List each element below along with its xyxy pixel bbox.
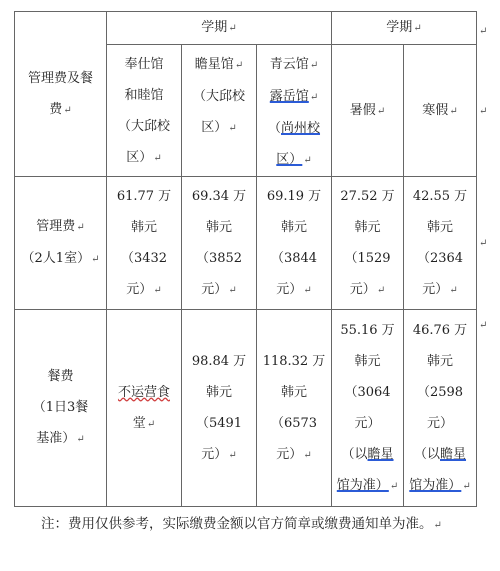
mgmt-row [15, 177, 477, 310]
mgmt-unit: 韩元 [205, 220, 232, 235]
meal-note-suffix: 馆为准） [409, 477, 462, 493]
col-zhanxing-line1: 瞻星馆 [194, 57, 234, 72]
mgmt-amount: 61.77 万 [116, 189, 172, 204]
col-summer-label: 暑假 [349, 102, 376, 118]
mgmt-cell-summer: 27.52 万 韩元 （1529 元）↵ [332, 177, 404, 310]
mgmt-unit: 韩元 [130, 220, 157, 235]
meal-note-hall: 瞻星 [367, 446, 394, 462]
mgmt-amount: 69.19 万 [266, 189, 322, 204]
mgmt-rmb: （3852 [195, 251, 243, 266]
meal-unit: 韩元 [205, 384, 232, 400]
meal-amount: 46.76 万 [412, 322, 468, 338]
meal-rmb: （6573 [270, 415, 318, 431]
col-fengshi-line1: 奉仕馆 [124, 57, 164, 72]
mgmt-rmb-unit: 元） [126, 282, 153, 297]
meal-note-hall: 瞻星 [440, 446, 467, 462]
meal-unit: 韩元 [426, 353, 453, 369]
meal-amount: 55.16 万 [340, 322, 395, 338]
mgmt-amount: 27.52 万 [340, 189, 395, 204]
meal-label-cell: 餐费 （1日3餐 基准）↵ [15, 310, 107, 507]
col-fengshi-line3: （大邱校 [117, 119, 170, 134]
col-zhanxing: 瞻星馆↵ （大邱校 区）↵ [182, 45, 257, 177]
col-fengshi-line2: 和睦馆 [124, 88, 164, 103]
mgmt-rmb-unit: 元） [276, 282, 303, 297]
mgmt-unit: 韩元 [354, 220, 381, 235]
meal-rmb-unit: 元） [426, 415, 453, 431]
col-fengshi-line4: 区） [126, 150, 153, 165]
footnote-text: 注：费用仅供参考，实际缴费金额以官方简章或缴费通知单为准。 [41, 516, 433, 532]
meal-amount: 118.32 万 [262, 353, 326, 369]
meal-row [15, 310, 477, 507]
vacation-header-label: 学期 [386, 20, 413, 35]
meal-note-prefix: （以 [413, 446, 440, 462]
fee-table [14, 11, 477, 507]
meal-fengshi-line1: 不运营食 [117, 384, 170, 400]
mgmt-cell-winter: 42.55 万 韩元 （2364 元）↵ [404, 177, 477, 310]
mgmt-unit: 韩元 [426, 220, 453, 235]
mgmt-rmb: （2364 [416, 251, 464, 266]
row-end-mark: ↵ [479, 106, 488, 117]
mgmt-rmb: （3432 [120, 251, 168, 266]
col-qingyun: 青云馆↵ 露岳馆↵ （尚州校 区）↵ [257, 45, 332, 177]
mgmt-cell-zhanxing: 69.34 万 韩元 （3852 元）↵ [182, 177, 257, 310]
term-header: 学期↵ [107, 12, 332, 45]
mgmt-unit: 韩元 [280, 220, 307, 235]
row-header-cell: 管理费及餐 费↵ [15, 12, 107, 177]
mgmt-amount: 69.34 万 [191, 189, 247, 204]
col-qingyun-line3a: （ [267, 121, 281, 136]
col-winter: 寒假↵ [404, 45, 477, 177]
mgmt-amount: 42.55 万 [412, 189, 468, 204]
meal-rmb: （5491 [195, 415, 243, 431]
mgmt-rmb-unit: 元） [201, 282, 228, 297]
mgmt-rmb-unit: 元） [422, 282, 449, 297]
mgmt-cell-fengshi: 61.77 万 韩元 （3432 元）↵ [107, 177, 182, 310]
col-qingyun-line2: 露岳馆 [269, 89, 309, 104]
meal-note-prefix: （以 [341, 446, 368, 462]
meal-unit: 韩元 [280, 384, 307, 400]
meal-rmb-unit: 元） [201, 446, 228, 462]
meal-rmb-unit: 元） [354, 415, 381, 431]
mgmt-cell-qingyun: 69.19 万 韩元 （3844 元）↵ [257, 177, 332, 310]
meal-cell-zhanxing: 98.84 万 韩元 （5491 元）↵ [182, 310, 257, 507]
col-zhanxing-line3: 区） [201, 120, 228, 135]
vacation-header: 学期↵ [332, 12, 477, 45]
meal-cell-fengshi: 不运营食 堂↵ [107, 310, 182, 507]
row-end-mark: ↵ [479, 320, 488, 331]
term-header-label: 学期 [201, 20, 228, 35]
col-qingyun-line1: 青云馆 [269, 57, 309, 72]
row-end-mark: ↵ [479, 238, 488, 249]
meal-rmb: （2598 [416, 384, 464, 400]
mgmt-rmb: （3844 [270, 251, 318, 266]
row-end-mark: ↵ [479, 26, 488, 37]
header-row-1 [15, 12, 477, 45]
mgmt-label-line2: （2人1室） [21, 251, 91, 266]
mgmt-rmb: （1529 [344, 251, 391, 266]
meal-cell-summer: 55.16 万 韩元 （3064 元） （以瞻星 馆为准）↵ [332, 310, 404, 507]
col-summer: 暑假↵ [332, 45, 404, 177]
meal-label-line2: （1日3餐 [32, 400, 89, 415]
meal-cell-qingyun: 118.32 万 韩元 （6573 元）↵ [257, 310, 332, 507]
meal-note-suffix: 馆为准） [336, 477, 389, 493]
meal-rmb: （3064 [344, 384, 391, 400]
meal-label-line3: 基准） [36, 431, 76, 446]
meal-cell-winter: 46.76 万 韩元 （2598 元） （以瞻星 馆为准）↵ [404, 310, 477, 507]
row-header-label-line1: 管理费及餐 [27, 70, 93, 86]
mgmt-label-cell: 管理费↵ （2人1室）↵ [15, 177, 107, 310]
col-winter-label: 寒假 [422, 102, 449, 118]
meal-amount: 98.84 万 [191, 353, 247, 369]
col-fengshi: 奉仕馆 和睦馆 （大邱校 区）↵ [107, 45, 182, 177]
meal-rmb-unit: 元） [276, 446, 303, 462]
mgmt-label-line1: 管理费 [36, 219, 76, 234]
mgmt-rmb-unit: 元） [349, 282, 376, 297]
col-zhanxing-line2: （大邱校 [192, 89, 245, 104]
meal-unit: 韩元 [354, 353, 381, 369]
meal-fengshi-line2: 堂 [132, 415, 146, 431]
footnote: 注：费用仅供参考，实际缴费金额以官方简章或缴费通知单为准。↵ [41, 516, 442, 532]
col-qingyun-line3b: 尚州校 [281, 121, 321, 136]
row-header-label-line2: 费 [49, 101, 63, 117]
col-qingyun-line4: 区） [276, 152, 303, 167]
meal-label-line1: 餐费 [47, 369, 74, 384]
